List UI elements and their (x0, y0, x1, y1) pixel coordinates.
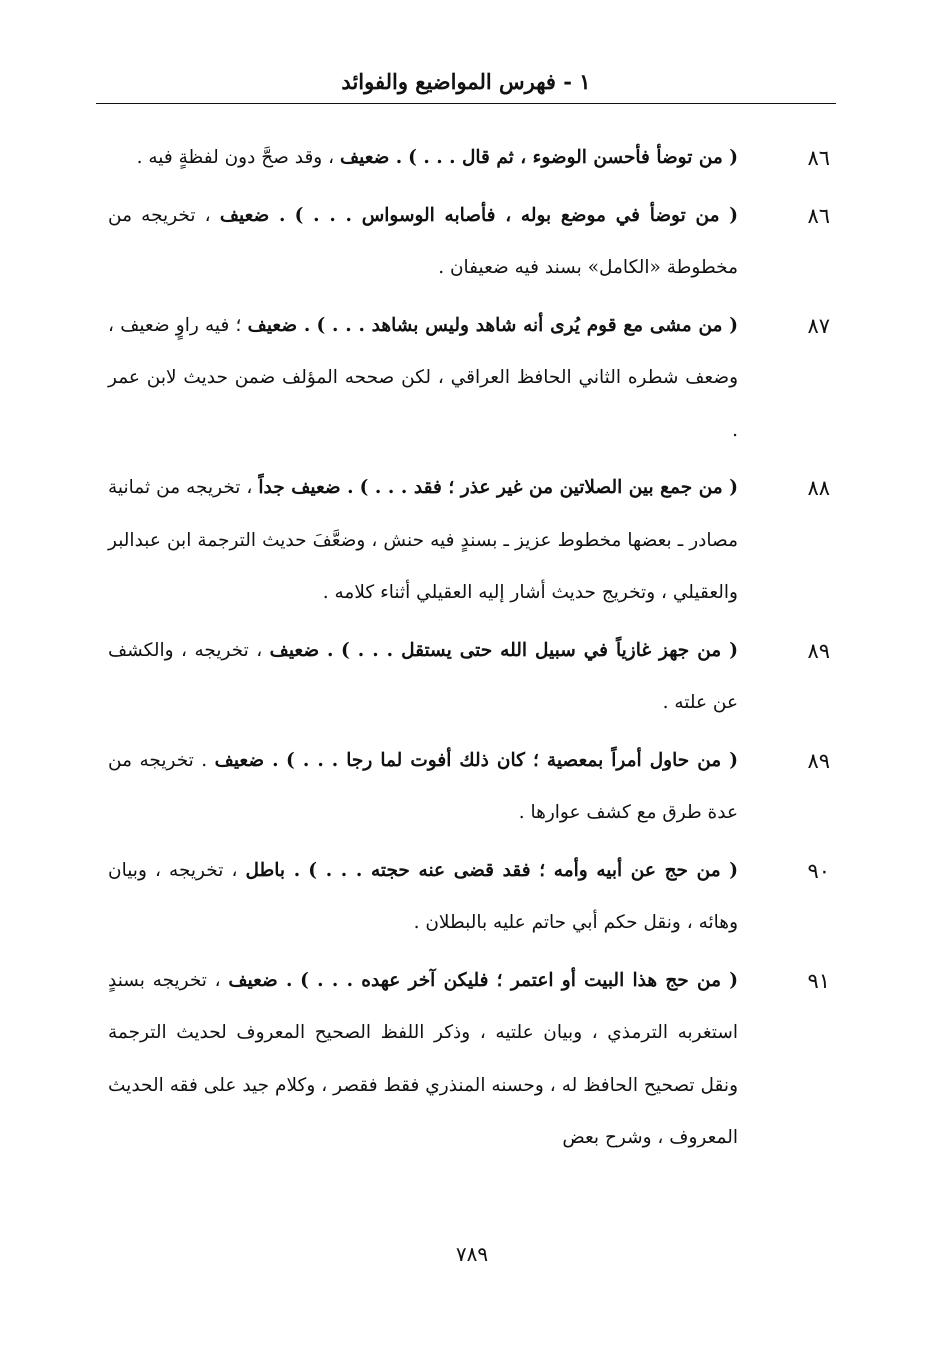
entry-note: ؛ فيه راوٍ ضعيف ، وضعف شطره الثاني الحافظ العراقي ، لكن صححه المؤلف ضمن حديث لابن عمر . (108, 314, 738, 441)
entry-page-number: ٨٦ (807, 203, 830, 228)
hadith-grade: . ضعيف (339, 147, 403, 168)
entry-note: ، تخريجه بسندٍ استغربه الترمذي ، وبيان علتيه ، وذكر اللفظ الصحيح المعروف لحديث الترجمة ونقل تصحيح الحافظ له ، وحسنه المنذري فقط فقصر ، وكلام جيد على فقه الحديث المعروف ، وشرح بعض (108, 969, 738, 1148)
entry-text (108, 845, 738, 950)
hadith-grade: . ضعيف جداً (258, 477, 354, 498)
index-entry (108, 300, 830, 458)
entry-page-number: ٨٨ (807, 476, 830, 500)
entry-text (108, 462, 738, 620)
hadith-quote: ( من جمع بين الصلاتين من غير عذر ؛ فقد . . . ) (359, 477, 738, 498)
entry-text (108, 190, 738, 295)
hadith-quote: ( من حج عن أبيه وأمه ؛ فقد قضى عنه حجته . . . ) (308, 859, 739, 881)
entry-text (108, 132, 738, 185)
entry-text (108, 955, 738, 1165)
entry-page-number: ٨٦ (807, 146, 830, 170)
entry-note: ، تخريجه من ثمانية مصادر ـ بعضها مخطوط عزيز ـ بسندٍ فيه حنش ، وضعَّفَ حديث الترجمة ابن عبدالبر والعقيلي ، وتخريج حديث أشار إليه العقيلي أثناء كلامه . (108, 477, 738, 603)
index-entry (108, 132, 830, 185)
entry-page-number: ٩١ (807, 968, 830, 993)
entry-page-number: ٩٠ (807, 858, 830, 883)
entry-note: ، تخريجه من مخطوطة «الكامل» بسند فيه ضعيفان . (108, 204, 738, 278)
hadith-quote: ( من مشى مع قوم يُرى أنه شاهد وليس بشاهد . . . ) (316, 314, 738, 336)
index-entry (108, 955, 830, 1165)
hadith-quote: ( من توضأ في موضع بوله ، فأصابه الوسواس . . . ) (294, 204, 739, 226)
hadith-grade: . ضعيف (228, 969, 293, 991)
page-number: ٧٨٩ (455, 1242, 489, 1266)
index-entry (108, 845, 830, 950)
entry-page-number: ٨٩ (807, 748, 830, 773)
index-entries (108, 132, 830, 1170)
index-entry (108, 735, 830, 840)
header-rule (96, 103, 836, 104)
entry-text (108, 625, 738, 730)
hadith-quote: ( من حاول أمراً بمعصية ؛ كان ذلك أفوت لما رجا . . . ) (286, 749, 738, 771)
entry-text (108, 300, 738, 458)
index-entry (108, 462, 830, 620)
hadith-quote: ( من توضأ فأحسن الوضوء ، ثم قال . . . ) (408, 147, 738, 168)
hadith-grade: . ضعيف (269, 639, 334, 661)
entry-note: ، تخريجه ، والكشف عن علته . (108, 639, 738, 713)
entry-note: ، وقد صحَّ دون لفظةٍ فيه . (136, 147, 335, 168)
entry-text (108, 735, 738, 840)
index-entry (108, 190, 830, 295)
running-header: ١ - فهرس المواضيع والفوائد (341, 69, 591, 94)
hadith-grade: . ضعيف (219, 204, 286, 226)
entry-note: ، تخريجه ، وبيان وهائه ، ونقل حكم أبي حاتم عليه بالبطلان . (108, 859, 738, 933)
entry-page-number: ٨٧ (807, 313, 830, 338)
hadith-grade: . ضعيف (214, 749, 279, 771)
hadith-grade: . ضعيف (247, 314, 311, 336)
entry-page-number: ٨٩ (807, 638, 830, 663)
hadith-grade: . باطل (245, 859, 301, 881)
hadith-quote: ( من حج هذا البيت أو اعتمر ؛ فليكن آخر عهده . . . ) (300, 969, 738, 991)
entry-note: . تخريجه من عدة طرق مع كشف عوارها . (108, 749, 738, 823)
index-entry (108, 625, 830, 730)
hadith-quote: ( من جهز غازياً في سبيل الله حتى يستقل . . . ) (340, 639, 738, 661)
